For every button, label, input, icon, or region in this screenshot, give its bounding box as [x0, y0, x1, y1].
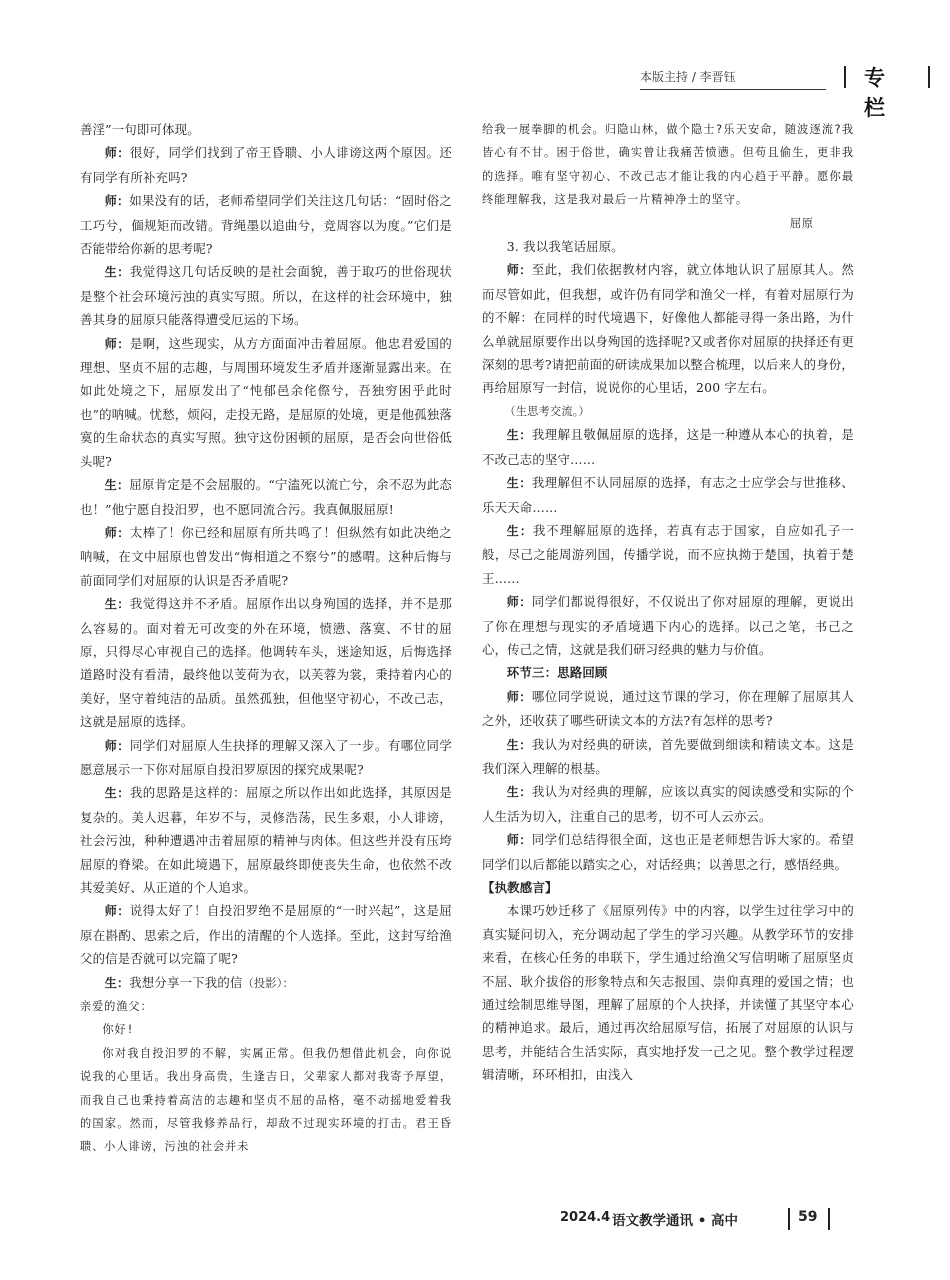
page-footer — [560, 1206, 860, 1232]
speaker-label: 生： — [506, 737, 532, 752]
paragraph — [80, 141, 452, 189]
speaker-label: 师： — [104, 904, 130, 919]
speaker-label: 师： — [104, 194, 130, 209]
paragraph — [482, 828, 854, 876]
paragraph — [80, 189, 452, 260]
speaker-label: 师： — [506, 689, 532, 704]
paragraph-text: 我认为对经典的理解，应该以真实的阅读感受和实际的个人生活为切入，注重自己的思考，切不可人云亦云。 — [482, 784, 855, 824]
paragraph-text: 【执教感言】 — [482, 880, 558, 895]
page-header — [80, 62, 888, 120]
paragraph — [482, 661, 854, 684]
issue-number: 2024.4 — [560, 1210, 611, 1225]
paragraph-text: 亲爱的渔父： — [80, 1000, 153, 1014]
journal-name: 语文教学通讯 • 高中 — [612, 1213, 739, 1229]
paragraph-text: 善淫”一句即可体现。 — [80, 122, 200, 137]
paragraph-text: 是啊，这些现实，从方方面面冲击着屈原。他忠君爱国的理想、坚贞不屈的志趣，与周围环境发生矛盾并逐渐显露出来。在如此处境之下，屈原发出了“忳郁邑余侘傺兮，吾独穷困乎此时也”的呐喊。忧愁，烦闷，走投无路，是屈原的处境，更是他孤独落寞的生命状态的真实写照。独守这份困顿的屈原，是否会向世俗低头呢? — [80, 335, 453, 469]
paragraph — [482, 899, 854, 1086]
speaker-label: 生： — [104, 597, 130, 612]
speaker-label: 生： — [506, 476, 532, 491]
paragraph — [482, 423, 854, 471]
header-divider-right — [928, 66, 930, 88]
column-title: 专栏 — [864, 66, 888, 120]
speaker-label: 生： — [506, 428, 532, 443]
stage-note: （投影）： — [242, 976, 294, 990]
page-number: 59 — [798, 1209, 818, 1225]
paragraph-text: 本课巧妙迁移了《屈原列传》中的内容，以学生过往学习中的真实疑问切入，充分调动起了学生的学习兴趣。从教学环节的安排来看，在核心任务的串联下，学生通过给渔父写信明晰了屈原坚贞不屈、耿介拔俗的形象特点和矢志报国、崇仰真理的爱国之情；也通过绘制思维导图，理解了屈原的个人抉择，并读懂了其坚守本心的精神追求。最后，通过再次给屈原写信，拓展了对屈原的认识与思考，并能结合生活实际，真实地抒发一己之见。整个教学过程逻辑清晰，环环相扣，由浅入 — [482, 903, 854, 1083]
paragraph — [482, 471, 854, 519]
paragraph-text: 说得太好了！自投汨罗绝不是屈原的“一时兴起”，这是屈原在斟酌、思索之后，作出的清醒的个人选择。至此，这封写给渔父的信是否就可以完篇了呢? — [80, 903, 452, 967]
paragraph-text: 太棒了！你已经和屈原有所共鸣了！但纵然有如此决绝之呐喊，在文中屈原也曾发出“悔相道之不察兮”的感喟。这种后悔与前面同学们对屈原的认识是否矛盾呢? — [80, 524, 453, 588]
paragraph — [482, 400, 854, 423]
speaker-label: 师： — [506, 263, 532, 278]
paragraph — [482, 685, 854, 733]
paragraph — [80, 260, 452, 331]
paragraph — [80, 521, 452, 592]
paragraph — [80, 899, 452, 970]
paragraph-text: 3. 我以我笔话屈原。 — [506, 239, 624, 255]
speaker-label: 师： — [104, 336, 130, 351]
paragraph-text: 同学们对屈原人生抉择的理解又深入了一步。有哪位同学愿意展示一下你对屈原自投汨罗原因的探究成果呢? — [80, 737, 453, 777]
speaker-label: 师： — [104, 146, 130, 161]
editor-credit: 本版主持 / 李晋钰 — [640, 68, 826, 90]
paragraph-text: 我理解且敬佩屈原的选择，这是一种遵从本心的执着，是不改己志的坚守…… — [482, 427, 855, 467]
paragraph — [80, 781, 452, 899]
paragraph — [80, 592, 452, 733]
paragraph — [482, 590, 854, 661]
paragraph — [482, 258, 854, 399]
paragraph-text: 你对我自投汨罗的不解，实属正常。但我仍想借此机会，向你说说我的心里话。我出身高贵，生逢吉日，父辈家人都对我寄予厚望，而我自己也秉持着高洁的志趣和坚贞不屈的品格，毫不动摇地爱着我的国家。然而，尽管我修养品行，却敌不过现实环境的打击。君王昏聩、小人诽谤，污浊的社会并未 — [80, 1046, 452, 1154]
paragraph — [80, 995, 452, 1018]
left-column — [80, 118, 452, 1159]
footer-divider — [788, 1208, 790, 1230]
speaker-label: 生： — [104, 478, 130, 493]
speaker-label: 生： — [506, 523, 533, 538]
speaker-label: 师： — [506, 833, 532, 848]
paragraph-text: 我觉得这几句话反映的是社会面貌，善于取巧的世俗现状是整个社会环境污浊的真实写照。所以，在这样的社会环境中，独善其身的屈原只能落得遭受厄运的下场。 — [80, 264, 453, 328]
paragraph-text: 如果没有的话，老师希望同学们关注这几句话：“固时俗之工巧兮，偭规矩而改错。背绳墨以追曲兮，竞周容以为度。”它们是否能带给你新的思考呢? — [80, 193, 452, 257]
paragraph-text: 至此，我们依据教材内容，就立体地认识了屈原其人。然而尽管如此，但我想，或许仍有同学和渔父一样，有着对屈原行为的不解：在同样的时代境遇下，好像他人都能寻得一条出路，为什么单就屈原要作出以身殉国的选择呢?又或者你对屈原的抉择还有更深刻的思考?请把前面的研读成果加以整合梳理，以后来人的身份，再给屈原写一封信，说说你的心里话，200 字左右。 — [482, 262, 855, 396]
paragraph — [80, 734, 452, 782]
paragraph-text: 哪位同学说说，通过这节课的学习，你在理解了屈原其人之外，还收获了哪些研读文本的方法?有怎样的思考? — [482, 688, 855, 729]
paragraph — [482, 876, 854, 899]
header-divider — [844, 66, 846, 88]
paragraph-text: 给我一展拳脚的机会。归隐山林，做个隐士?乐天安命，随波逐流?我皆心有不甘。困于俗世，确实曾让我痛苦愤懑。但苟且偷生，更非我的选择。唯有坚守初心、不改己志才能让我的内心趋于平静。愿你最终能理解我，这是我对最后一片精神净土的坚守。 — [482, 123, 854, 207]
paragraph-text: 我想分享一下我的信 — [129, 974, 243, 990]
paragraph-text: 我不理解屈原的选择，若真有志于国家，自应如孔子一般，尽己之能周游列国，传播学说，而不应执拗于楚国，执着于楚王…… — [482, 522, 854, 586]
paragraph — [80, 1018, 452, 1041]
paragraph — [80, 971, 452, 995]
speaker-label: 生： — [104, 265, 130, 280]
speaker-label: 生： — [104, 786, 130, 801]
speaker-label: 师： — [506, 595, 532, 610]
paragraph — [482, 235, 854, 258]
paragraph-text: 我的思路是这样的：屈原之所以作出如此选择，其原因是复杂的。美人迟暮，年岁不与，灵修浩荡，民生多艰，小人诽谤，社会污浊，种种遭遇冲击着屈原的精神与肉体。但这些并没有压垮屈原的脊梁。在如此境遇下，屈原最终即使丧失生命，也依然不改其爱美好、从正道的个人追求。 — [80, 785, 453, 895]
paragraph-text: 环节三：思路回顾 — [506, 665, 608, 681]
right-column — [482, 118, 854, 1087]
paragraph-text: （生思考交流。） — [504, 404, 590, 418]
paragraph — [80, 118, 452, 141]
paragraph — [80, 473, 452, 521]
paragraph — [80, 332, 452, 473]
footer-divider-right — [828, 1208, 830, 1230]
speaker-label: 生： — [506, 785, 532, 800]
paragraph — [482, 519, 854, 590]
paragraph-text: 你好! — [102, 1023, 135, 1037]
paragraph-text: 同学们总结得很全面，这也正是老师想告诉大家的。希望同学们以后都能以踏实之心，对话经典；以善思之行，感悟经典。 — [482, 832, 855, 872]
speaker-label: 生： — [104, 975, 130, 990]
paragraph — [482, 212, 854, 235]
paragraph-text: 我觉得这并不矛盾。屈原作出以身殉国的选择，并不是那么容易的。面对着无可改变的外在环境，愤懑、落寞、不甘的屈原，只得尽心审视自己的选择。他调转车头，迷途知返，后悔选择道路时没有看清，最终他以芰荷为衣，以芙蓉为裳，秉持着内心的美好，坚守着纯洁的品质。虽然孤独，但他坚守初心，不改己志，这就是屈原的选择。 — [80, 596, 453, 730]
paragraph — [482, 118, 854, 212]
paragraph-text: 屈原 — [789, 216, 814, 230]
paragraph-text: 很好，同学们找到了帝王昏聩、小人诽谤这两个原因。还有同学有所补充吗? — [80, 145, 453, 185]
paragraph — [482, 780, 854, 828]
paragraph-text: 同学们都说得很好，不仅说出了你对屈原的理解，更说出了你在理想与现实的矛盾境遇下内心的选择。以己之笔，书己之心，传己之情，这就是我们研习经典的魅力与价值。 — [482, 594, 855, 657]
speaker-label: 师： — [104, 525, 130, 540]
paragraph-text: 我认为对经典的研读，首先要做到细读和精读文本。这是我们深入理解的根基。 — [482, 736, 855, 776]
paragraph — [80, 1042, 452, 1159]
paragraph-text: 我理解但不认同屈原的选择，有志之士应学会与世推移、乐天天命…… — [482, 475, 855, 515]
speaker-label: 师： — [104, 738, 130, 753]
paragraph — [482, 733, 854, 781]
paragraph-text: 屈原肯定是不会屈服的。“宁溘死以流亡兮，余不忍为此态也！”他宁愿自投汨罗，也不愿同流合污。我真佩服屈原! — [80, 477, 452, 517]
